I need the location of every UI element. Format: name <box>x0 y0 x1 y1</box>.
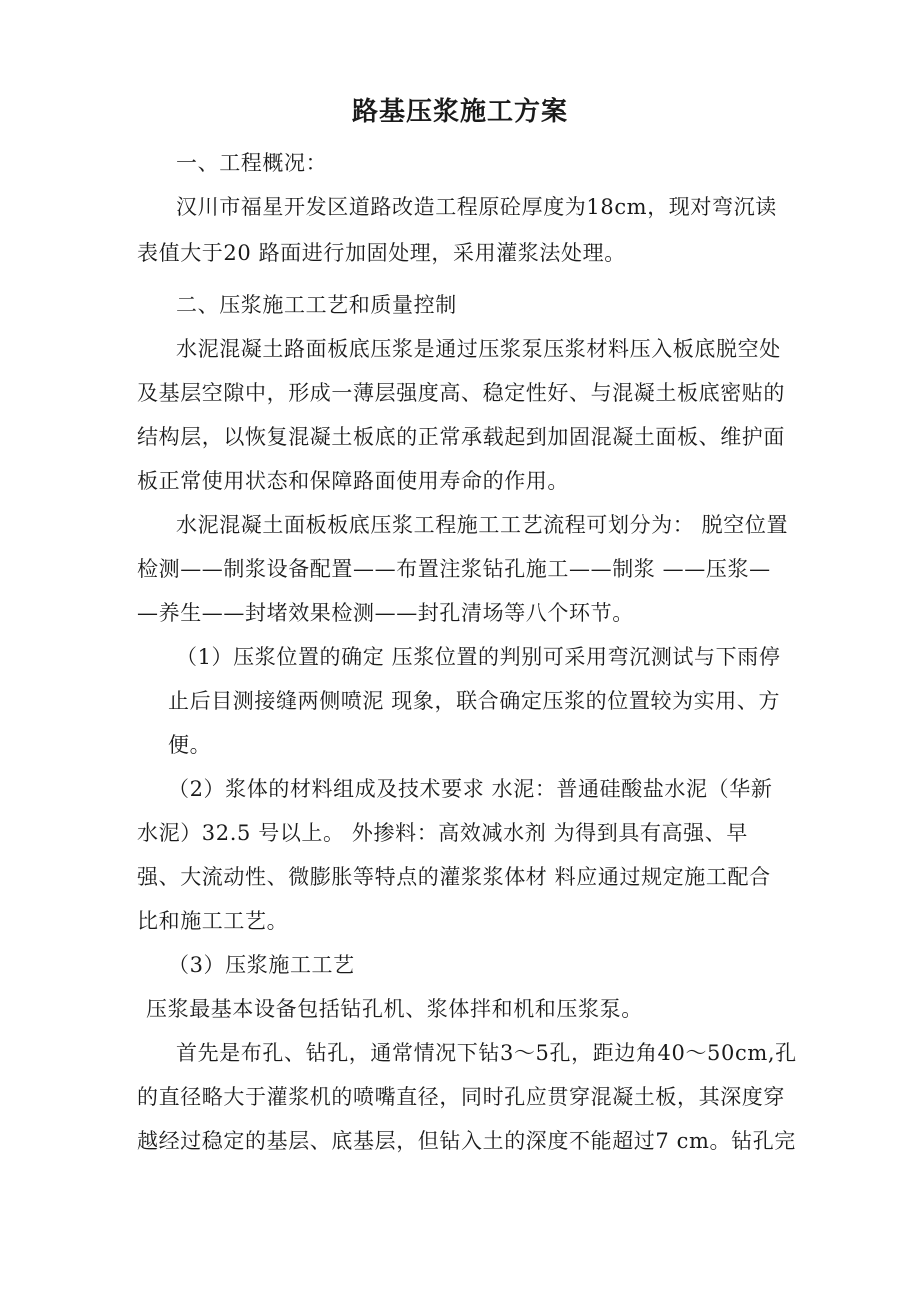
section-heading-process: 二、压浆施工工艺和质量控制 <box>176 293 457 317</box>
paragraph-line: —养生——封堵效果检测——封孔清场等八个环节。 <box>137 601 634 625</box>
paragraph-line: 止后目测接缝两侧喷泥 现象，联合确定压浆的位置较为实用、方 <box>168 689 781 713</box>
paragraph-line: 强、大流动性、微膨胀等特点的灌浆浆体材 料应通过规定施工配合 <box>137 865 771 889</box>
subsection-heading-3: （3）压浆施工工艺 <box>168 953 355 977</box>
paragraph-line: 首先是布孔、钻孔，通常情况下钻3～5孔，距边角40～50cm,孔 <box>176 1041 797 1065</box>
paragraph-line: 检测——制浆设备配置——布置注浆钻孔施工——制浆 ——压浆— <box>137 557 771 581</box>
paragraph-line: 水泥）32.5 号以上。 外掺料：高效减水剂 为得到具有高强、早 <box>137 821 748 845</box>
section-heading-overview: 一、工程概况： <box>176 151 328 175</box>
subsection-heading-1: （1）压浆位置的确定 压浆位置的判别可采用弯沉测试与下雨停 <box>176 645 781 669</box>
paragraph-line: 越经过稳定的基层、底基层，但钻入土的深度不能超过7 cm。钻孔完 <box>137 1129 796 1153</box>
paragraph-line: 结构层，以恢复混凝土板底的正常承载起到加固混凝土面板、维护面 <box>137 425 785 449</box>
paragraph-line: 便。 <box>168 733 212 757</box>
paragraph-line: 板正常使用状态和保障路面使用寿命的作用。 <box>137 469 569 493</box>
paragraph-line: 的直径略大于灌浆机的喷嘴直径，同时孔应贯穿混凝土板，其深度穿 <box>137 1085 785 1109</box>
paragraph-line: 及基层空隙中，形成一薄层强度高、稳定性好、与混凝土板底密贴的 <box>137 381 785 405</box>
paragraph-line: 表值大于20 路面进行加固处理，采用灌浆法处理。 <box>137 241 626 265</box>
paragraph-line: 水泥混凝土面板板底压浆工程施工工艺流程可划分为： 脱空位置 <box>176 513 789 537</box>
paragraph-line: 比和施工工艺。 <box>137 909 289 933</box>
paragraph-line: 压浆最基本设备包括钻孔机、浆体拌和机和压浆泵。 <box>146 997 643 1021</box>
subsection-heading-2: （2）浆体的材料组成及技术要求 水泥：普通硅酸盐水泥（华新 <box>168 777 773 801</box>
document-title: 路基压浆施工方案 <box>351 97 568 127</box>
paragraph-line: 水泥混凝土路面板底压浆是通过压浆泵压浆材料压入板底脱空处 <box>176 337 781 361</box>
paragraph-line: 汉川市福星开发区道路改造工程原砼厚度为18cm，现对弯沉读 <box>176 195 777 219</box>
